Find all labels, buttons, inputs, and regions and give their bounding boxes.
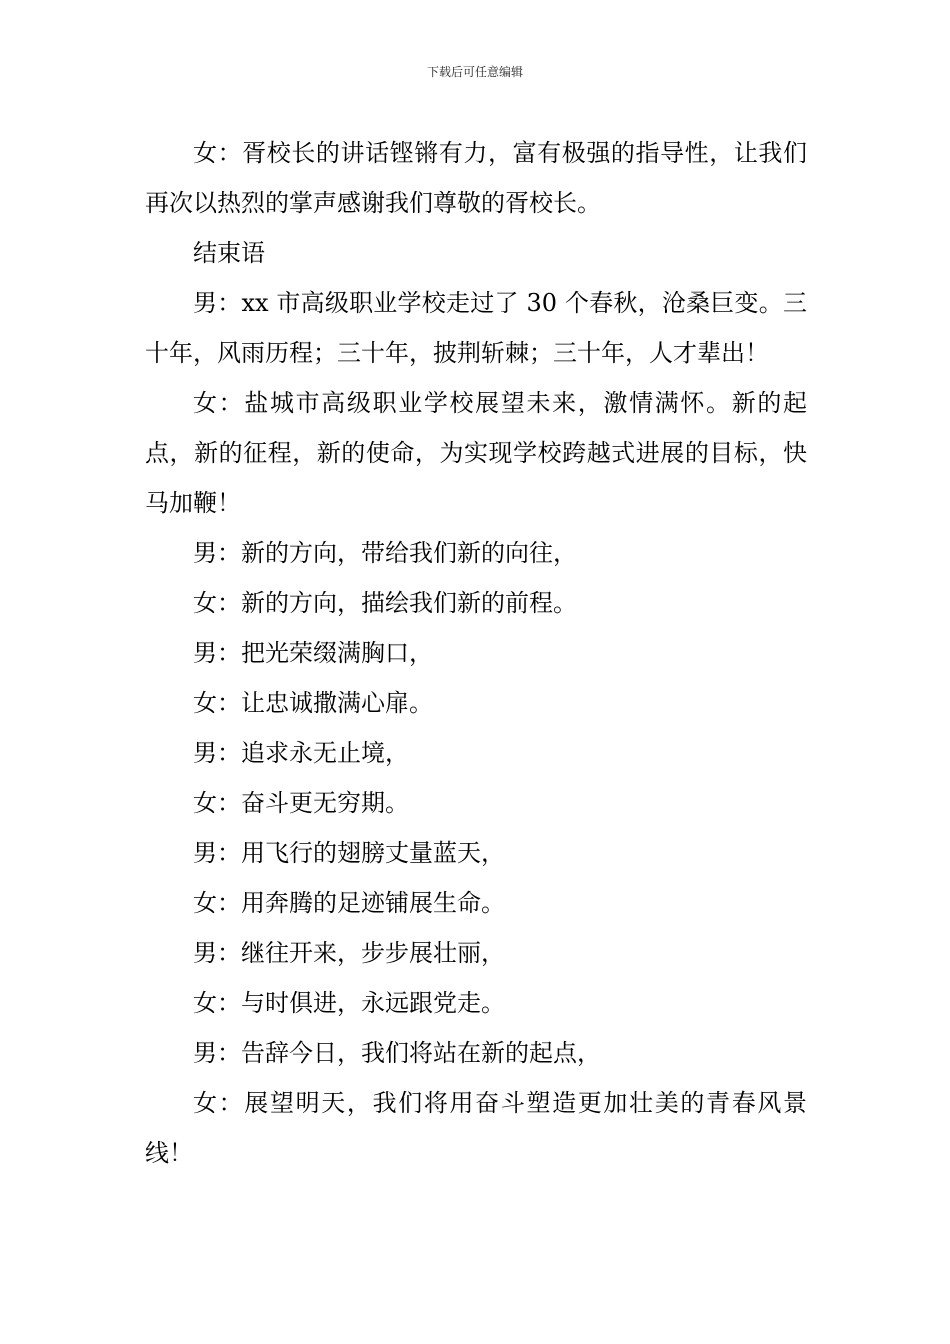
- paragraph-10: 女：奋斗更无穷期。: [193, 789, 409, 817]
- paragraph-9: 男：追求永无止境，: [193, 739, 409, 767]
- page-header-note: 下载后可任意编辑: [426, 65, 523, 79]
- paragraph-5: 男：新的方向，带给我们新的向往，: [193, 539, 577, 567]
- paragraph-7: 男：把光荣缀满胸口，: [193, 639, 433, 667]
- section-heading-closing: 结束语: [193, 239, 265, 267]
- paragraph-8: 女：让忠诚撒满心扉。: [193, 689, 433, 717]
- paragraph-11: 男：用飞行的翅膀丈量蓝天，: [193, 839, 505, 867]
- paragraph-12: 女：用奔腾的足迹铺展生命。: [193, 889, 505, 917]
- paragraph-15: 男：告辞今日，我们将站在新的起点，: [193, 1039, 601, 1067]
- paragraph-14: 女：与时俱进，永远跟党走。: [193, 989, 505, 1017]
- paragraph-1: 女：胥校长的讲话铿锵有力，富有极强的指导性，让我们再次以热烈的掌声感谢我们尊敬的胥校长。: [145, 139, 807, 217]
- paragraph-6: 女：新的方向，描绘我们新的前程。: [193, 589, 577, 617]
- paragraph-3: 男：xx 市高级职业学校走过了 30 个春秋，沧桑巨变。三十年，风雨历程；三十年，披荆斩棘；三十年，人才辈出！: [145, 289, 807, 367]
- paragraph-4: 女：盐城市高级职业学校展望未来，激情满怀。新的起点，新的征程，新的使命，为实现学校跨越式进展的目标，快马加鞭！: [145, 389, 807, 517]
- paragraph-13: 男：继往开来，步步展壮丽，: [193, 939, 505, 967]
- paragraph-16: 女：展望明天，我们将用奋斗塑造更加壮美的青春风景线！: [145, 1089, 807, 1167]
- document-body: [145, 128, 807, 1178]
